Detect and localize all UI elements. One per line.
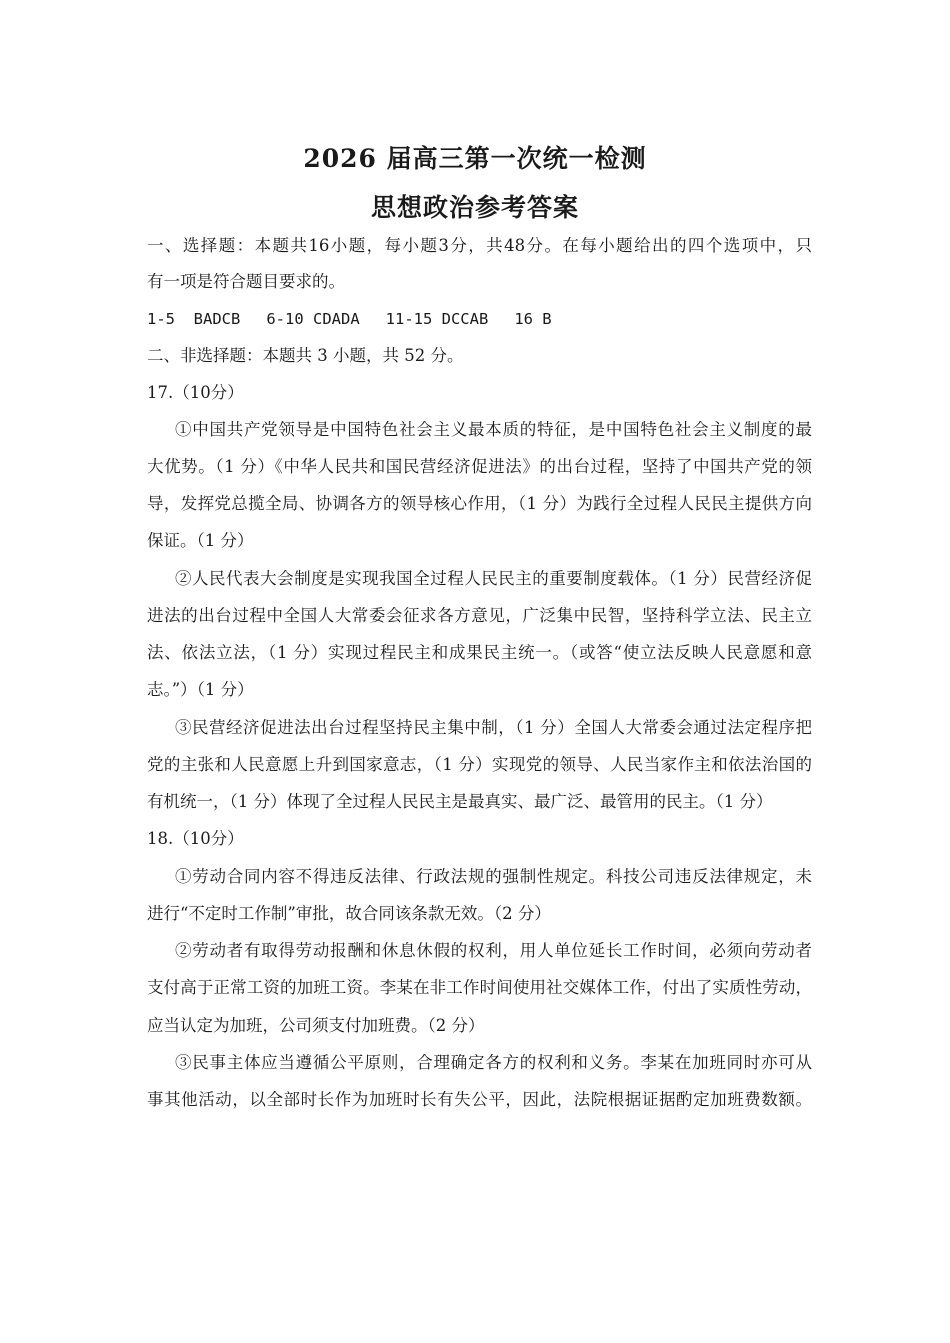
q18-label: 18.（10分） bbox=[147, 829, 244, 848]
q17-p3-line3: 有机统一，（1 分）体现了全过程人民民主是最真实、最广泛、最管用的民主。（1 分） bbox=[147, 792, 773, 811]
q17-p2-line1: ②人民代表大会制度是实现我国全过程人民民主的重要制度载体。（1 分）民营经济促 bbox=[175, 569, 812, 588]
q17-p1-line4: 保证。（1 分） bbox=[147, 531, 254, 550]
q17-p1-line1: ①中国共产党领导是中国特色社会主义最本质的特征，是中国特色社会主义制度的最 bbox=[175, 420, 812, 439]
page-subtitle: 思想政治参考答案 bbox=[370, 193, 579, 222]
q17-label: 17.（10分） bbox=[147, 383, 244, 402]
section1-instruction-line1: 一、选择题：本题共16小题，每小题3分，共48分。在每小题给出的四个选项中，只 bbox=[147, 236, 812, 255]
q18-p3-line2: 事其他活动，以全部时长作为加班时长有失公平，因此，法院根据证据酌定加班费数额。 bbox=[147, 1090, 812, 1109]
q18-p2-line2: 支付高于正常工资的加班工资。李某在非工作时间使用社交媒体工作，付出了实质性劳动， bbox=[147, 978, 812, 997]
section1-instruction-line2: 有一项是符合题目要求的。 bbox=[147, 272, 345, 291]
q18-p2-line3: 应当认定为加班，公司须支付加班费。（2 分） bbox=[147, 1016, 485, 1035]
q18-p3-line1: ③民事主体应当遵循公平原则，合理确定各方的权利和义务。李某在加班同时亦可从 bbox=[175, 1053, 812, 1072]
page-title: 2026 届高三第一次统一检测 bbox=[303, 144, 647, 173]
q17-p3-line1: ③民营经济促进法出台过程坚持民主集中制，（1 分）全国人大常委会通过法定程序把 bbox=[175, 718, 812, 737]
choice-answer-key bbox=[147, 309, 812, 329]
answer-group-16: 16 B bbox=[514, 310, 552, 328]
q18-p1-line1: ①劳动合同内容不得违反法律、行政法规的强制性规定。科技公司违反法律规定，未 bbox=[175, 867, 812, 886]
q18-p1-line2: 进行“不定时工作制”审批，故合同该条款无效。（2 分） bbox=[147, 904, 551, 923]
answer-group-11-15: 11-15 DCCAB bbox=[385, 310, 489, 328]
q18-p2-line1: ②劳动者有取得劳动报酬和休息休假的权利，用人单位延长工作时间，必须向劳动者 bbox=[175, 941, 812, 960]
q17-p2-line2: 进法的出台过程中全国人大常委会征求各方意见，广泛集中民智，坚持科学立法、民主立 bbox=[147, 606, 812, 625]
q17-p2-line3: 法、依法立法，（1 分）实现过程民主和成果民主统一。（或答“使立法反映人民意愿和意 bbox=[147, 643, 812, 662]
q17-p3-line2: 党的主张和人民意愿上升到国家意志，（1 分）实现党的领导、人民当家作主和依法治国的 bbox=[147, 755, 812, 774]
q17-p1-line2: 大优势。（1 分）《中华人民共和国民营经济促进法》的出台过程，坚持了中国共产党的领 bbox=[147, 457, 812, 476]
q17-p1-line3: 导，发挥党总揽全局、协调各方的领导核心作用，（1 分）为践行全过程人民民主提供方向 bbox=[147, 494, 812, 513]
answer-group-6-10: 6-10 CDADA bbox=[266, 310, 360, 328]
q17-p2-line4: 志。”）（1 分） bbox=[147, 680, 254, 699]
answer-group-1-5: 1-5 BADCB bbox=[147, 310, 241, 328]
section2-heading: 二、非选择题：本题共 3 小题，共 52 分。 bbox=[147, 346, 464, 365]
